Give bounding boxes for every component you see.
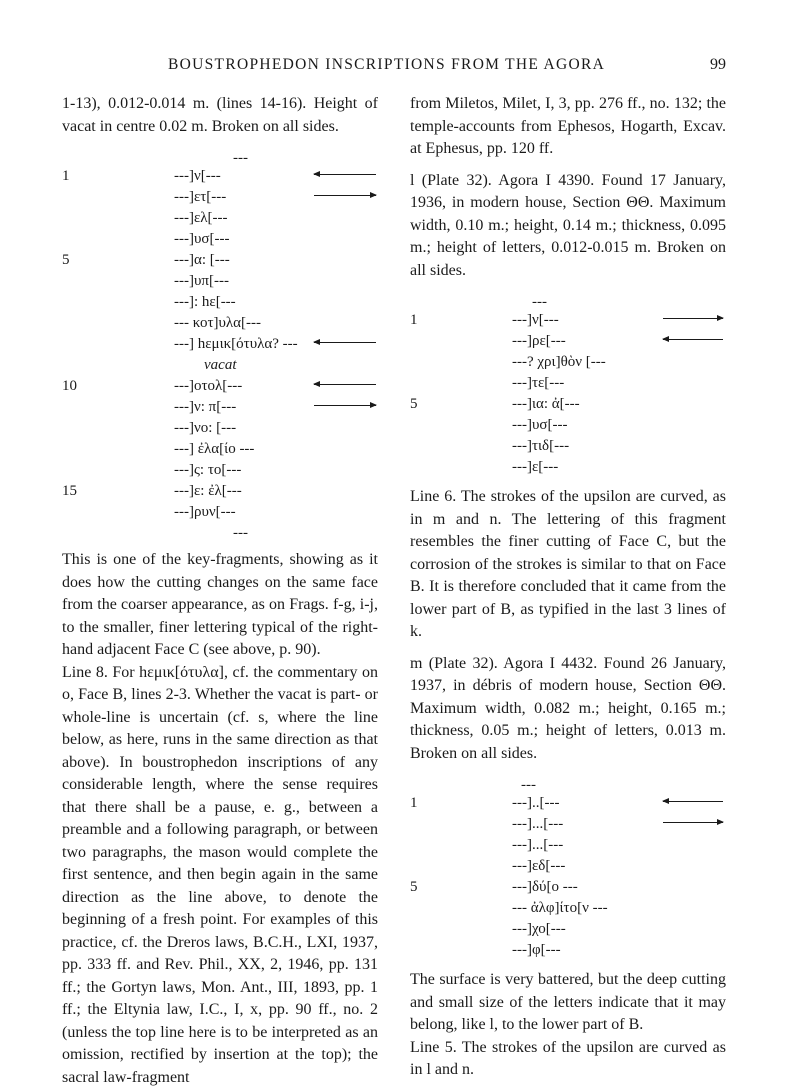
inscription-line [62,312,378,333]
inscription-line [410,393,726,414]
inscription-text: ---]υσ[--- [512,414,567,437]
page-header [0,56,787,80]
arrow-left-icon [314,384,376,385]
inscription-line [410,897,726,918]
inscription-text: ---]υσ[--- [174,228,229,251]
inscription-break-top: --- [62,147,378,165]
inscription-text: ---] ἐλα[ίο --- [174,438,254,461]
inscription-line [410,414,726,435]
inscription-line [62,165,378,186]
inscription-text: ---]ν[--- [512,309,559,332]
inscription-text: ---]ελ[--- [174,207,228,230]
inscription-line [410,792,726,813]
inscription-m [410,792,726,960]
line-number: 5 [410,393,418,416]
inscription-text: ---] hεμικ[ότυλα? --- [174,333,298,356]
arrow-right-icon [314,405,376,406]
arrow-right-icon [314,195,376,196]
inscription-line [62,207,378,228]
inscription-text: ---]νο: [--- [174,417,236,440]
inscription-line [62,270,378,291]
inscription-line [62,501,378,522]
inscription-text: ---]ε[--- [512,456,558,479]
intro-paragraph: 1-13), 0.012-0.014 m. (lines 14-16). Height of vacat in centre 0.02 m. Broken on all sides. [62,93,378,138]
arrow-left-icon [663,339,723,340]
inscription-line [410,309,726,330]
inscription-text: ---]ια: ἀ[--- [512,393,580,416]
continuation-paragraph: from Miletos, Milet, I, 3, pp. 276 ff., no. 132; the temple-accounts from Ephesos, Hogarth, Excav. at Ephesus, pp. 120 ff. [410,93,726,161]
inscription-text: ---]ν: π[--- [174,396,236,419]
inscription-text: ---]..[--- [512,792,559,815]
inscription-text: ---]δύ[ο --- [512,876,578,899]
inscription-text: ---]ε: ἐλ[--- [174,480,242,503]
inscription-line [62,333,378,354]
inscription-text: ---]υπ[--- [174,270,229,293]
left-column [62,93,378,1089]
inscription-line [410,918,726,939]
inscription-line [410,456,726,477]
inscription-line [62,480,378,501]
inscription-line [410,372,726,393]
line-number: 5 [410,876,418,899]
inscription-text: --- ἀλφ]ίτο[ν --- [512,897,608,920]
inscription-line [62,354,378,375]
inscription-line [62,438,378,459]
arrow-right-icon [663,822,723,823]
inscription-line [410,876,726,897]
inscription-text: ---]...[--- [512,834,563,857]
inscription-line [62,396,378,417]
inscription-line [410,435,726,456]
vacat-label: vacat [204,354,236,377]
fragment-l-heading: l (Plate 32). Agora I 4390. Found 17 January, 1936, in modern house, Section ΘΘ. Maximum width, 0.10 m.; height, 0.14 m.; thickness, 0.095 m.; height of letters, 0.012-0.015 m. Broken on all sides. [410,170,726,283]
inscription-l [410,309,726,477]
inscription-text: ---]τε[--- [512,372,564,395]
inscription-line [62,291,378,312]
line-number: 1 [62,165,70,188]
inscription-text: ---]χο[--- [512,918,566,941]
fragment-l-break-top: --- [410,291,726,309]
inscription-line [62,228,378,249]
inscription-text: ---]: hε[--- [174,291,236,314]
inscription-text: --- κοτ]υλα[--- [174,312,261,335]
fragment-m-break-top: --- [410,774,726,792]
inscription-text: ---]ν[--- [174,165,221,188]
inscription-line [62,249,378,270]
arrow-left-icon [314,174,376,175]
inscription-text: ---]ρυν[--- [174,501,236,524]
right-column [410,93,726,1082]
line-number: 15 [62,480,77,503]
inscription-text: ---]ς: το[--- [174,459,241,482]
inscription-text: ---]α: [--- [174,249,230,272]
inscription-text: ---]ετ[--- [174,186,226,209]
page-number: 99 [710,56,726,74]
line-number: 1 [410,309,418,332]
inscription-line [62,417,378,438]
inscription-text: ---]τιδ[--- [512,435,569,458]
fragment-m-commentary-1: The surface is very battered, but the deep cutting and small size of the letters indicate that it may belong, like l, to the lower part of B. [410,969,726,1037]
inscription-break-bottom: --- [62,522,378,540]
fragment-m-heading: m (Plate 32). Agora I 4432. Found 26 January, 1937, in débris of modern house, Section ΘΘ. Maximum width, 0.082 m.; height, 0.165 m.; thickness, 0.05 m.; height of letters, 0.013 m. Broken on all sides. [410,653,726,766]
fragment-m-commentary-2: Line 5. The strokes of the upsilon are curved as in l and n. [410,1037,726,1082]
arrow-left-icon [663,801,723,802]
inscription-line [410,834,726,855]
inscription-text: ---? χρι]θὸν [--- [512,351,606,374]
inscription-line [62,459,378,480]
arrow-right-icon [663,318,723,319]
running-head: BOUSTROPHEDON INSCRIPTIONS FROM THE AGORA [168,56,605,74]
inscription-text: ---]...[--- [512,813,563,836]
inscription-text: ---]ρε[--- [512,330,566,353]
line-number: 1 [410,792,418,815]
inscription-line [410,330,726,351]
inscription-line [410,939,726,960]
fragment-l-commentary: Line 6. The strokes of the upsilon are curved, as in m and n. The lettering of this fragment resembles the finer cutting of Face C, but the corrosion of the strokes is similar to that on Face B. It is therefore concluded that it came from the lower part of B, as typified in the last 3 lines of k. [410,486,726,644]
commentary-paragraph-2: Line 8. For hεμικ[ότυλα], cf. the commentary on o, Face B, lines 2-3. Whether the vacat is part- or whole-line is uncertain (cf. s, where the line below, as here, runs in the same direction as that above). In boustrophedon inscriptions of any considerable length, where the sense requires that there shall be a pause, e. g., between a preamble and a following paragraph, or between two paragraphs, the mason would complete the first sentence, and then begin again in the same direction as the line above, to denote the beginning of a fresh point. For examples of this practice, cf. the Dreros laws, B.C.H., LXI, 1937, pp. 333 ff. and Rev. Phil., XX, 2, 1946, pp. 131 ff.; the Gortyn laws, Mon. Ant., III, 1893, pp. 1 ff.; the Eltynia law, I.C., I, x, pp. 90 ff., no. 2 (unless the top line here is to be interpreted as an omission, rectified by insertion at the top); the sacral law-fragment [62,662,378,1089]
arrow-left-icon [314,342,376,343]
commentary-paragraph-1: This is one of the key-fragments, showing as it does how the cutting changes on the same face from the coarser appearance, as on Frags. f-g, i-j, to the smaller, finer lettering typical of the right-hand adjacent Face C (see above, p. 90). [62,549,378,662]
inscription-line [62,186,378,207]
inscription-line [62,375,378,396]
inscription-line [410,813,726,834]
inscription-text: ---]φ[--- [512,939,561,962]
inscription-text: ---]εδ[--- [512,855,565,878]
inscription-line [410,351,726,372]
inscription-line [410,855,726,876]
inscription-text: ---]οτολ[--- [174,375,242,398]
line-number: 10 [62,375,77,398]
line-number: 5 [62,249,70,272]
inscription-left [62,165,378,522]
